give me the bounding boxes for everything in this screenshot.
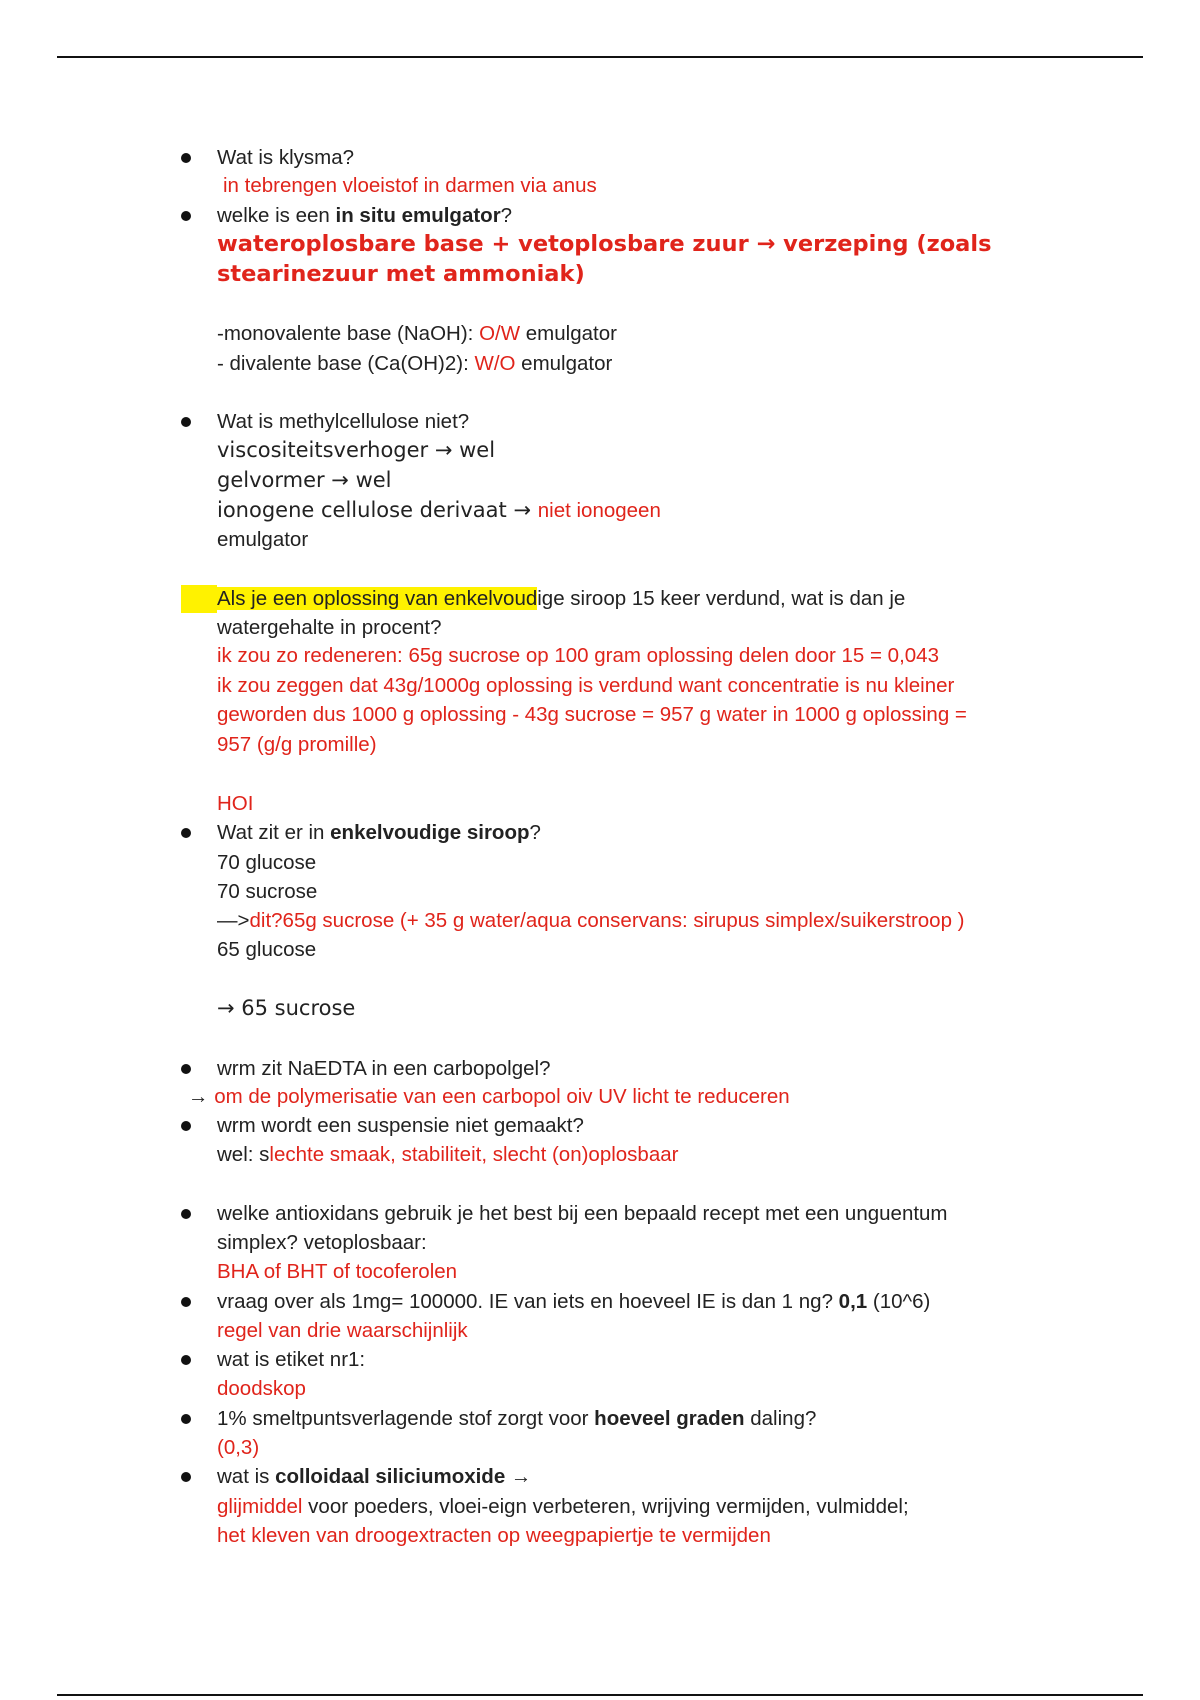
question-enkelvoudige-siroop: Wat zit er in enkelvoudige siroop? [217, 821, 541, 844]
bullet [181, 153, 191, 163]
answer-smeltpunt: (0,3) [217, 1436, 260, 1459]
divalente-base-line: - divalente base (Ca(OH)2): W/O emulgator [217, 352, 613, 375]
answer-emulgator-line1: wateroplosbare base + vetoplosbare zuur → verzeping (zoals [217, 231, 992, 257]
question-antioxidans-line2: simplex? vetoplosbaar: [217, 1231, 427, 1254]
bullet [181, 417, 191, 427]
answer-siliciumoxide-line1: glijmiddel voor poeders, vloei-eign verbeteren, wrijving vermijden, vulmiddel; [217, 1495, 909, 1518]
bullet [181, 1355, 191, 1365]
question-ie: vraag over als 1mg= 100000. IE van iets en hoeveel IE is dan 1 ng? 0,1 (10^6) [217, 1290, 931, 1313]
monovalente-base-line: -monovalente base (NaOH): O/W emulgator [217, 322, 617, 345]
answer-siroop-line2: ik zou zeggen dat 43g/1000g oplossing is verdund want concentratie is nu kleiner [217, 674, 955, 697]
header-rule [57, 56, 1143, 58]
answer-siliciumoxide-line2: het kleven van droogextracten op weegpapiertje te vermijden [217, 1524, 771, 1547]
methylcellulose-line2: gelvormer → wel [217, 468, 392, 492]
question-siliciumoxide: wat is colloidaal siliciumoxide → [217, 1465, 532, 1488]
methylcellulose-line1: viscositeitsverhoger → wel [217, 438, 496, 462]
answer-naedta: → om de polymerisatie van een carbopol oiv UV licht te reduceren [188, 1085, 790, 1108]
bullet [181, 1297, 191, 1307]
question-methylcellulose: Wat is methylcellulose niet? [217, 410, 470, 433]
option-65-sucrose-water: —>dit?65g sucrose (+ 35 g water/aqua conservans: sirupus simplex/suikerstroop ) [217, 909, 965, 932]
question-suspensie: wrm wordt een suspensie niet gemaakt? [217, 1114, 584, 1137]
answer-antioxidans: BHA of BHT of tocoferolen [217, 1260, 458, 1283]
question-siroop-verdund: Als je een oplossing van enkelvoudige siroop 15 keer verdund, wat is dan je [217, 587, 906, 610]
question-smeltpunt: 1% smeltpuntsverlagende stof zorgt voor hoeveel graden daling? [217, 1407, 817, 1430]
answer-klysma: in tebrengen vloeistof in darmen via anus [223, 174, 597, 197]
answer-ie: regel van drie waarschijnlijk [217, 1319, 468, 1342]
answer-siroop-line3: geworden dus 1000 g oplossing - 43g sucrose = 957 g water in 1000 g oplossing = [217, 703, 967, 726]
answer-siroop-line4: 957 (g/g promille) [217, 733, 377, 756]
question-siroop-verdund-line2: watergehalte in procent? [217, 616, 442, 639]
question-in-situ-emulgator: welke is een in situ emulgator? [217, 204, 513, 227]
bullet [181, 828, 191, 838]
hoi-note: HOI [217, 792, 254, 815]
option-70-glucose: 70 glucose [217, 851, 317, 874]
footer-rule [57, 1694, 1143, 1696]
option-65-glucose: 65 glucose [217, 938, 317, 961]
bullet [181, 1064, 191, 1074]
answer-etiket: doodskop [217, 1377, 306, 1400]
bullet [181, 211, 191, 221]
methylcellulose-line4: emulgator [217, 528, 309, 551]
methylcellulose-line3: ionogene cellulose derivaat → niet ionogeen [217, 498, 661, 522]
option-65-sucrose: → 65 sucrose [217, 996, 356, 1020]
option-70-sucrose: 70 sucrose [217, 880, 318, 903]
answer-suspensie: wel: slechte smaak, stabiliteit, slecht (on)oplosbaar [217, 1143, 679, 1166]
highlight-marker [181, 585, 217, 613]
question-etiket: wat is etiket nr1: [217, 1348, 366, 1371]
answer-emulgator-line2: stearinezuur met ammoniak) [217, 261, 585, 287]
question-klysma: Wat is klysma? [217, 146, 355, 169]
bullet [181, 1209, 191, 1219]
bullet [181, 1414, 191, 1424]
question-naedta: wrm zit NaEDTA in een carbopolgel? [217, 1057, 551, 1080]
bullet [181, 1472, 191, 1482]
question-antioxidans: welke antioxidans gebruik je het best bij een bepaald recept met een unguentum [217, 1202, 948, 1225]
bullet [181, 1121, 191, 1131]
answer-siroop-line1: ik zou zo redeneren: 65g sucrose op 100 gram oplossing delen door 15 = 0,043 [217, 644, 939, 667]
